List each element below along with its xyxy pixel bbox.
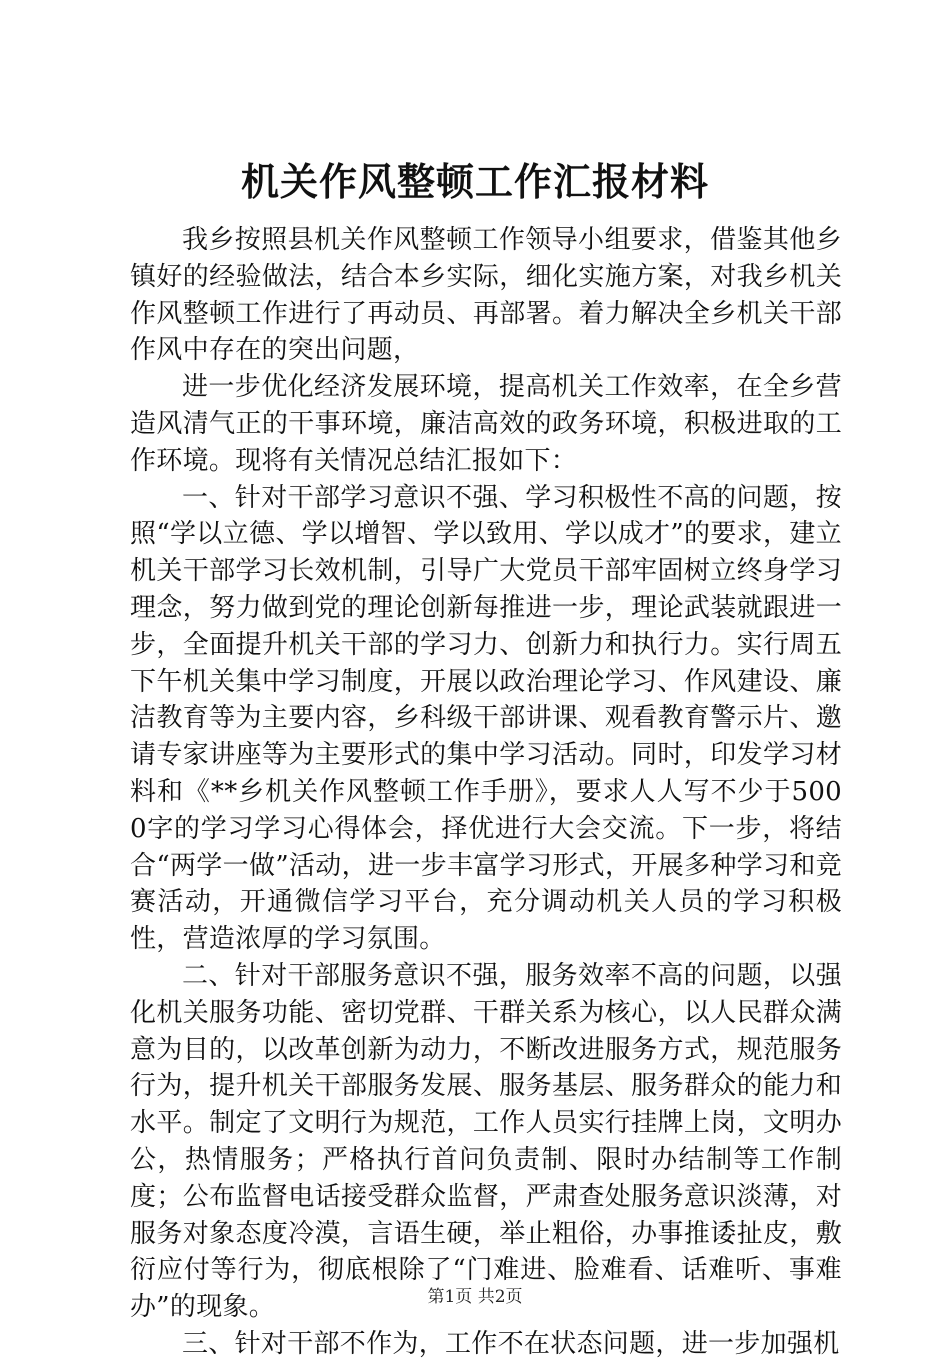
paragraph-section-one: 一、针对干部学习意识不强、学习积极性不高的问题，按照“学以立德、学以增智、学以致用、学以成才”的要求，建立机关干部学习长效机制，引导广大党员干部牢固树立终身学习理念，努力做到党的理论创新每推进一步，理论武装就跟进一步，全面提升机关干部的学习力、创新力和执行力。实行周五下午机关集中学习制度，开展以政治理论学习、作风建设、廉洁教育等为主要内容，乡科级干部讲课、观看教育警示片、邀请专家讲座等为主要形式的集中学习活动。同时，印发学习材料和《**乡机关作风整顿工作手册》，要求人人写不少于5000字的学习学习心得体会，择优进行大会交流。下一步，将结合“两学一做”活动，进一步丰富学习形式，开展多种学习和竞赛活动，开通微信学习平台，充分调动机关人员的学习积极性，营造浓厚的学习氛围。	[130, 482, 842, 955]
paragraph-intro-continued: 进一步优化经济发展环境，提高机关工作效率，在全乡营造风清气正的干事环境，廉洁高效的政务环境，积极进取的工作环境。现将有关情况总结汇报如下：	[130, 372, 842, 476]
paragraph-intro: 我乡按照县机关作风整顿工作领导小组要求，借鉴其他乡镇好的经验做法，结合本乡实际，细化实施方案，对我乡机关作风整顿工作进行了再动员、再部署。着力解决全乡机关干部作风中存在的突出问题，	[130, 225, 842, 366]
document-body	[130, 222, 842, 1363]
paragraph-section-two: 二、针对干部服务意识不强，服务效率不高的问题，以强化机关服务功能、密切党群、干群关系为核心，以人民群众满意为目的，以改革创新为动力，不断改进服务方式，规范服务行为，提升机关干部服务发展、服务基层、服务群众的能力和水平。制定了文明行为规范，工作人员实行挂牌上岗，文明办公，热情服务；严格执行首问负责制、限时办结制等工作制度；公布监督电话接受群众监督，严肃查处服务意识淡薄，对服务对象态度冷漠，言语生硬，举止粗俗，办事推诿扯皮，敷衍应付等行为，彻底根除了“门难进、脸难看、话难听、事难办”的现象。	[130, 960, 842, 1323]
document-title: 机关作风整顿工作汇报材料	[240, 159, 709, 204]
page-number-footer: 第1页 共2页	[427, 1287, 523, 1307]
paragraph-section-three: 三、针对干部不作为，工作不在状态问题，进一步加强机	[182, 1328, 840, 1359]
